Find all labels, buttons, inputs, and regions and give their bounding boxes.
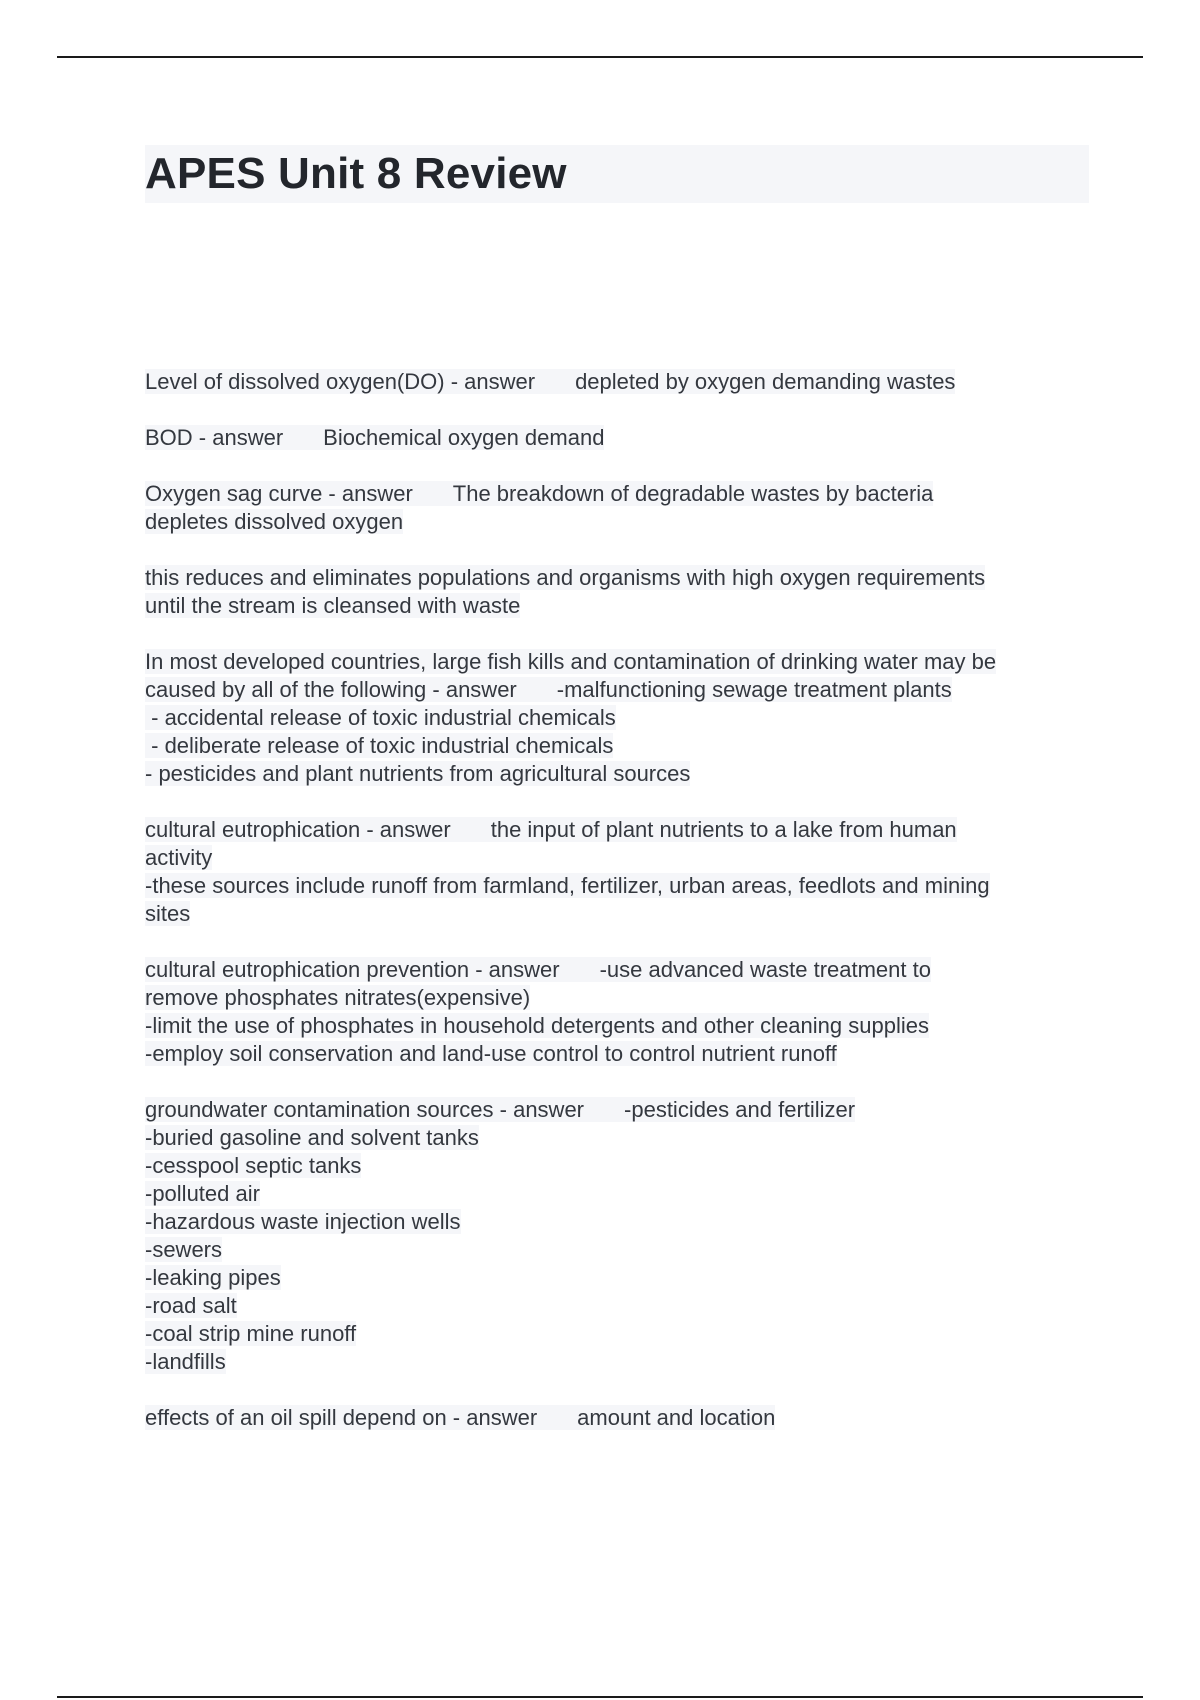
card-definition-line: -use advanced waste treatment to [599,957,931,982]
card-definition-line: sites [145,901,191,926]
card-definition-line: the input of plant nutrients to a lake from human [490,817,957,842]
card-definition-line: depleted by oxygen demanding wastes [575,369,956,394]
flashcard [145,956,1095,1068]
card-definition-line: -pesticides and fertilizer [624,1097,856,1122]
card-definition-line: amount and location [577,1405,776,1430]
card-definition-line: - pesticides and plant nutrients from agricultural sources [145,761,691,786]
card-definition-line: -hazardous waste injection wells [145,1209,461,1234]
card-definition-line: -malfunctioning sewage treatment plants [556,677,952,702]
card-definition-line: depletes dissolved oxygen [145,509,404,534]
flashcard [145,648,1095,788]
bottom-rule [57,1696,1143,1698]
flashcard [145,1096,1095,1376]
card-definition-line: -buried gasoline and solvent tanks [145,1125,479,1150]
card-definition-line: The breakdown of degradable wastes by bacteria [452,481,934,506]
flashcard-list [145,368,1095,1460]
flashcard-continuation [145,564,1095,620]
card-definition-line: activity [145,845,213,870]
card-definition-line: -landfills [145,1349,226,1374]
card-term: Level of dissolved oxygen(DO) - answer [145,369,536,394]
top-rule [57,56,1143,58]
card-definition-line: - deliberate release of toxic industrial chemicals [145,733,614,758]
card-definition-line: -leaking pipes [145,1265,281,1290]
card-term-continued: caused by all of the following - answer [145,677,517,702]
flashcard [145,480,1095,536]
card-definition-line: Biochemical oxygen demand [323,425,605,450]
card-term: Oxygen sag curve - answer [145,481,413,506]
flashcard [145,424,1095,452]
card-definition-line: -these sources include runoff from farmland, fertilizer, urban areas, feedlots and mining [145,873,990,898]
page-title: APES Unit 8 Review [145,149,567,198]
flashcard [145,368,1095,396]
card-definition-line: until the stream is cleansed with waste [145,593,521,618]
card-definition-line: -sewers [145,1237,223,1262]
card-definition-line: this reduces and eliminates populations and organisms with high oxygen requirements [145,565,986,590]
card-definition-line: -cesspool septic tanks [145,1153,362,1178]
flashcard [145,816,1095,928]
card-definition-line: -employ soil conservation and land-use control to control nutrient runoff [145,1041,837,1066]
card-term: cultural eutrophication prevention - answer [145,957,560,982]
card-definition-line: -road salt [145,1293,237,1318]
flashcard [145,1404,1095,1432]
card-definition-line: - accidental release of toxic industrial chemicals [145,705,616,730]
card-definition-line: -polluted air [145,1181,260,1206]
card-definition-line: -limit the use of phosphates in household detergents and other cleaning supplies [145,1013,929,1038]
card-term: cultural eutrophication - answer [145,817,451,842]
card-term: In most developed countries, large fish kills and contamination of drinking water may be [145,649,997,674]
card-definition-line: -coal strip mine runoff [145,1321,357,1346]
card-term: effects of an oil spill depend on - answer [145,1405,538,1430]
card-definition-line: remove phosphates nitrates(expensive) [145,985,531,1010]
card-term: BOD - answer [145,425,284,450]
card-term: groundwater contamination sources - answer [145,1097,585,1122]
